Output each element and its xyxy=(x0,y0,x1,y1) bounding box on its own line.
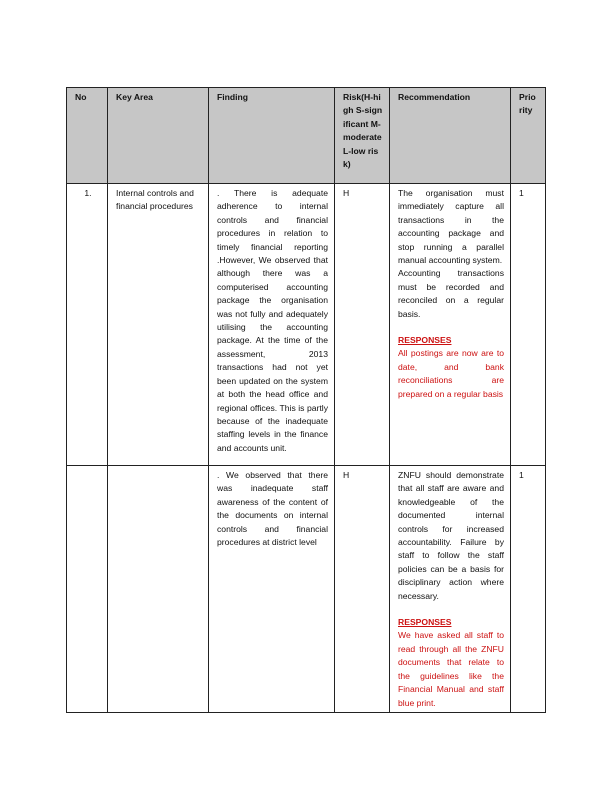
response-heading: RESPONSES xyxy=(398,617,452,628)
table-header-row xyxy=(67,88,546,184)
header-risk: Risk(H-high S-significant M-moderate L-low risk) xyxy=(335,88,390,184)
findings-table xyxy=(66,87,546,713)
row-number xyxy=(67,466,108,713)
recommendation-text: Accounting transactions must be recorded and reconciled on a regular basis. xyxy=(398,268,504,319)
priority-cell: 1 xyxy=(511,466,546,713)
recommendation-text: ZNFU should demonstrate that all staff are aware and knowledgeable of the documented internal controls for increased accountability. Failure by staff to follow the staff policies can be a basis for disciplinary action where necessary. xyxy=(398,470,504,601)
table-row xyxy=(67,184,546,466)
header-key-area: Key Area xyxy=(108,88,209,184)
response-heading: RESPONSES xyxy=(398,335,452,346)
response-text: We have asked all staff to read through all the ZNFU documents that relate to the guidelines like the Financial Manual and staff blue print. xyxy=(398,630,504,708)
risk-cell: H xyxy=(335,466,390,713)
table-row xyxy=(67,466,546,713)
recommendation-cell xyxy=(390,184,511,466)
priority-cell: 1 xyxy=(511,184,546,466)
finding-cell: . We observed that there was inadequate staff awareness of the content of the documents on internal controls and financial procedures at district level xyxy=(209,466,335,713)
risk-cell: H xyxy=(335,184,390,466)
row-number: 1. xyxy=(67,184,108,466)
recommendation-cell xyxy=(390,466,511,713)
header-priority: Priority xyxy=(511,88,546,184)
recommendation-text: The organisation must immediately capture all transactions in the accounting package and stop running a parallel manual accounting system. xyxy=(398,188,504,266)
header-recommendation: Recommendation xyxy=(390,88,511,184)
key-area-cell: Internal controls and financial procedures xyxy=(108,184,209,466)
response-text: All postings are now are to date, and bank reconciliations are prepared on a regular basis xyxy=(398,348,504,399)
finding-cell: . There is adequate adherence to internal controls and financial procedures in relation to timely financial reporting .However, We observed that although there was a computerised accounting package the organisation was not fully and adequately utilising the accounting package. At the time of the assessment, 2013 transactions had not yet been updated on the system at both the head office and regional offices. This is partly because of the inadequate staffing levels in the finance and accounts unit. xyxy=(209,184,335,466)
header-no: No xyxy=(67,88,108,184)
header-finding: Finding xyxy=(209,88,335,184)
key-area-cell xyxy=(108,466,209,713)
